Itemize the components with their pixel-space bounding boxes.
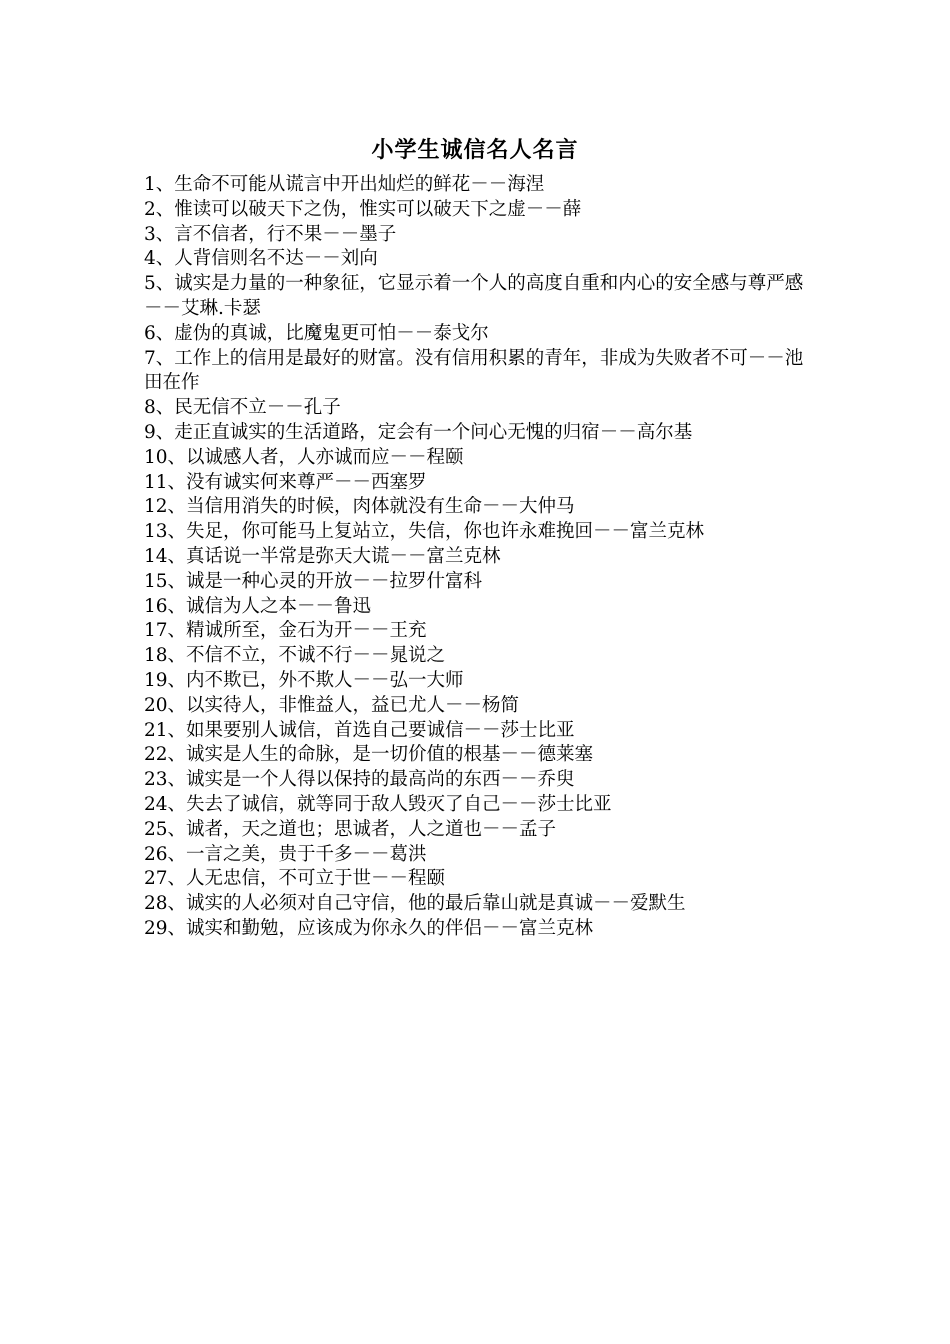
quote-item: 4、人背信则名不达－－刘向 [144, 248, 378, 270]
quote-item: 22、诚实是人生的命脉，是一切价值的根基－－德莱塞 [144, 744, 594, 766]
quote-item: 1、生命不可能从谎言中开出灿烂的鲜花－－海涅 [144, 174, 545, 195]
quote-item: 24、失去了诚信，就等同于敌人毁灭了自己－－莎士比亚 [144, 793, 612, 815]
quote-item: 16、诚信为人之本－－鲁迅 [144, 595, 372, 617]
quote-item: 26、一言之美，贵于千多－－葛洪 [144, 843, 427, 865]
quote-item: 2、惟读可以破天下之伪，惟实可以破天下之虚－－薛 [144, 198, 582, 220]
document-title: 小学生诚信名人名言 [371, 137, 579, 163]
quote-item: 13、失足，你可能马上复站立，失信，你也许永难挽回－－富兰克林 [144, 521, 705, 543]
quote-item: 20、以实待人，非惟益人，益已尤人－－杨简 [144, 694, 520, 716]
quote-item: 19、内不欺已，外不欺人－－弘一大师 [144, 669, 464, 691]
quote-list [144, 173, 808, 942]
quote-item: 27、人无忠信，不可立于世－－程颐 [144, 868, 446, 890]
quote-item: 23、诚实是一个人得以保持的最高尚的东西－－乔臾 [144, 769, 575, 791]
quote-item: 28、诚实的人必须对自己守信，他的最后靠山就是真诚－－爱默生 [144, 893, 686, 915]
quote-item: 3、言不信者，行不果－－墨子 [144, 223, 397, 245]
quote-item: 14、真话说一半常是弥天大谎－－富兰克林 [144, 545, 501, 567]
quote-item: 7、工作上的信用是最好的财富。没有信用积累的青年，非成为失败者不可－－池田在作 [144, 347, 804, 394]
quote-item: 11、没有诚实何来尊严－－西塞罗 [144, 471, 427, 493]
quote-item: 21、如果要别人诚信，首选自己要诚信－－莎士比亚 [144, 719, 575, 741]
quote-item: 6、虚伪的真诚，比魔鬼更可怕－－泰戈尔 [144, 322, 489, 344]
quote-item: 8、民无信不立－－孔子 [144, 397, 341, 419]
quote-item: 17、精诚所至，金石为开－－王充 [144, 620, 427, 642]
quote-item: 5、诚实是力量的一种象征，它显示着一个人的高度自重和内心的安全感与尊严感－－艾琳.卡瑟 [144, 273, 804, 319]
quote-item: 15、诚是一种心灵的开放－－拉罗什富科 [144, 570, 483, 592]
quote-item: 25、诚者，天之道也；思诚者，人之道也－－孟子 [144, 818, 557, 840]
quote-item: 10、以诚感人者，人亦诚而应－－程颐 [144, 446, 464, 468]
quote-item: 12、当信用消失的时候，肉体就没有生命－－大仲马 [144, 496, 575, 518]
quote-item: 18、不信不立，不诚不行－－晁说之 [144, 645, 446, 667]
quote-item: 9、走正直诚实的生活道路，定会有一个问心无愧的归宿－－高尔基 [144, 421, 693, 443]
quote-item: 29、诚实和勤勉，应该成为你永久的伴侣－－富兰克林 [144, 917, 594, 939]
